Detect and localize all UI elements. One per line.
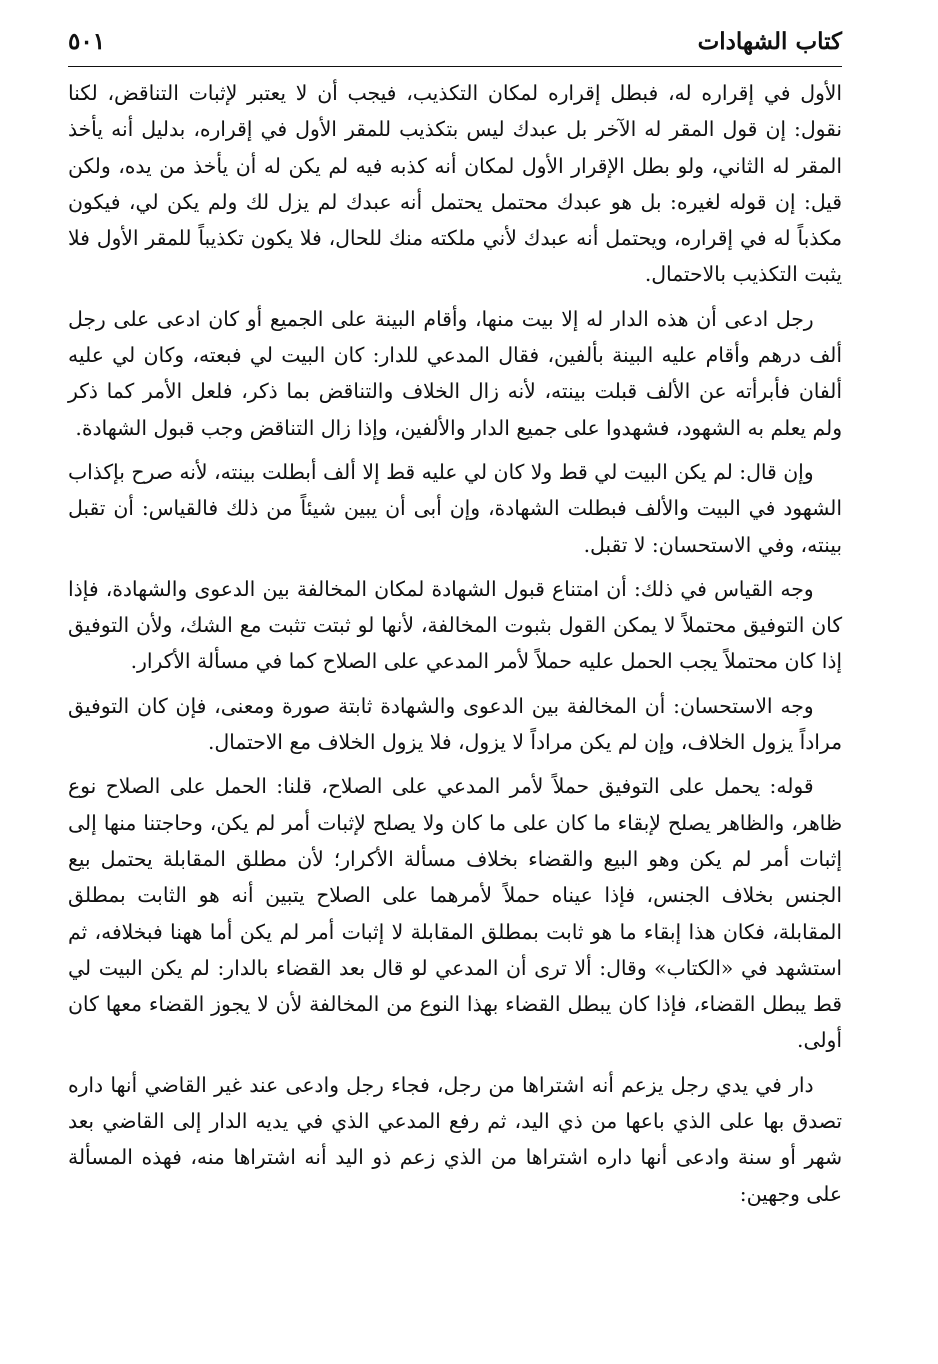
paragraph: وإن قال: لم يكن البيت لي قط ولا كان لي عليه قط إلا ألف أبطلت بينته، لأنه صرح بإكذاب الشهود في البيت والألف فبطلت الشهادة، وإن أبى أن يبين شيئاً من ذلك فالقياس: أن تقبل بينته، وفي الاستحسان: لا تقبل. [68,459,842,557]
paragraph: دار في يدي رجل يزعم أنه اشتراها من رجل، فجاء رجل وادعى عند غير القاضي أنها داره تصدق بها على الذي باعها من ذي اليد، ثم رفع المدعي الذي في يديه الدار إلى القاضي بعد شهر أو سنة وادعى أنها داره اشتراها من الذي زعم ذو اليد أنه اشتراها منه، فهذه المسألة على وجهين: [68,1072,842,1206]
running-title: كتاب الشهادات [697,28,842,55]
book-page [68,28,842,1220]
page-number: ٥٠١ [68,28,106,55]
paragraph: قوله: يحمل على التوفيق حملاً لأمر المدعي على الصلاح، قلنا: الحمل على الصلاح نوع ظاهر، والظاهر يصلح لإبقاء ما كان على ما كان ولا يصلح لإثبات أمر لم يكن، وحاجتنا منها إلى إثبات أمر لم يكن وهو البيع والقضاء بخلاف مسألة الأكرار؛ لأن مطلق المقابلة يحتمل بيع الجنس بخلاف الجنس، فإذا عيناه حملاً لأمرهما على الصلاح يتبين أنه هو الثابت بمطلق المقابلة، فكان هذا إبقاء ما هو ثابت بمطلق المقابلة لا إثبات أمر لم يكن أما ههنا فبخلافه، ثم استشهد في «الكتاب» وقال: ألا ترى أن المدعي لو قال بعد القضاء بالدار: لم يكن البيت لي قط يبطل القضاء، فإذا كان يبطل القضاء بهذا النوع من المخالفة لأن لا يجوز القضاء معها كان أولى. [68,774,842,1053]
page-body [68,75,842,1212]
paragraph: وجه القياس في ذلك: أن امتناع قبول الشهادة لمكان المخالفة بين الدعوى والشهادة، فإذا كان التوفيق محتملاً لا يمكن القول بثبوت المخالفة، لأنها لو ثبتت تثبت مع الشك، ولأن التوفيق إذا كان محتملاً يجب الحمل عليه حملاً لأمر المدعي على الصلاح كما في مسألة الأكرار. [68,576,842,674]
paragraph: وجه الاستحسان: أن المخالفة بين الدعوى والشهادة ثابتة صورة ومعنى، فإن كان التوفيق مراداً يزول الخلاف، وإن لم يكن مراداً لا يزول، فلا يزول الخلاف مع الاحتمال. [68,693,842,755]
page-header [68,28,842,67]
paragraph: رجل ادعى أن هذه الدار له إلا بيت منها، وأقام البينة على الجميع أو كان ادعى على رجل ألف درهم وأقام عليه البينة بألفين، فقال المدعي للدار: كان البيت لي فبعته، وكان لي عليه ألفان فأبرأته عن الألف قبلت بينته، لأنه زال الخلاف والتناقض بما ذكر، فلعل الأمر كما ذكر ولم يعلم به الشهود، فشهدوا على جميع الدار والألفين، وإذا زال التناقض وجب قبول الشهادة. [68,306,842,440]
paragraph: الأول في إقراره له، فبطل إقراره لمكان التكذيب، فيجب أن لا يعتبر لإثبات التناقض، لكنا نقول: إن قول المقر له الآخر بل عبدك ليس بتكذيب للمقر الأول في إقراره، بدليل أنه يأخذ المقر له الثاني، ولو بطل الإقرار الأول لمكان أنه كذبه فيه لم يكن له أن يأخذ من يده، ولكن قيل: إن قوله لغيره: بل هو عبدك محتمل يحتمل أنه عبدك لم يزل لك ولم يكن لي، فيكون مكذباً له في إقراره، ويحتمل أنه عبدك لأني ملكته منك للحال، فلا يكون تكذيباً للمقر الأول فلا يثبت التكذيب بالاحتمال. [68,81,842,287]
